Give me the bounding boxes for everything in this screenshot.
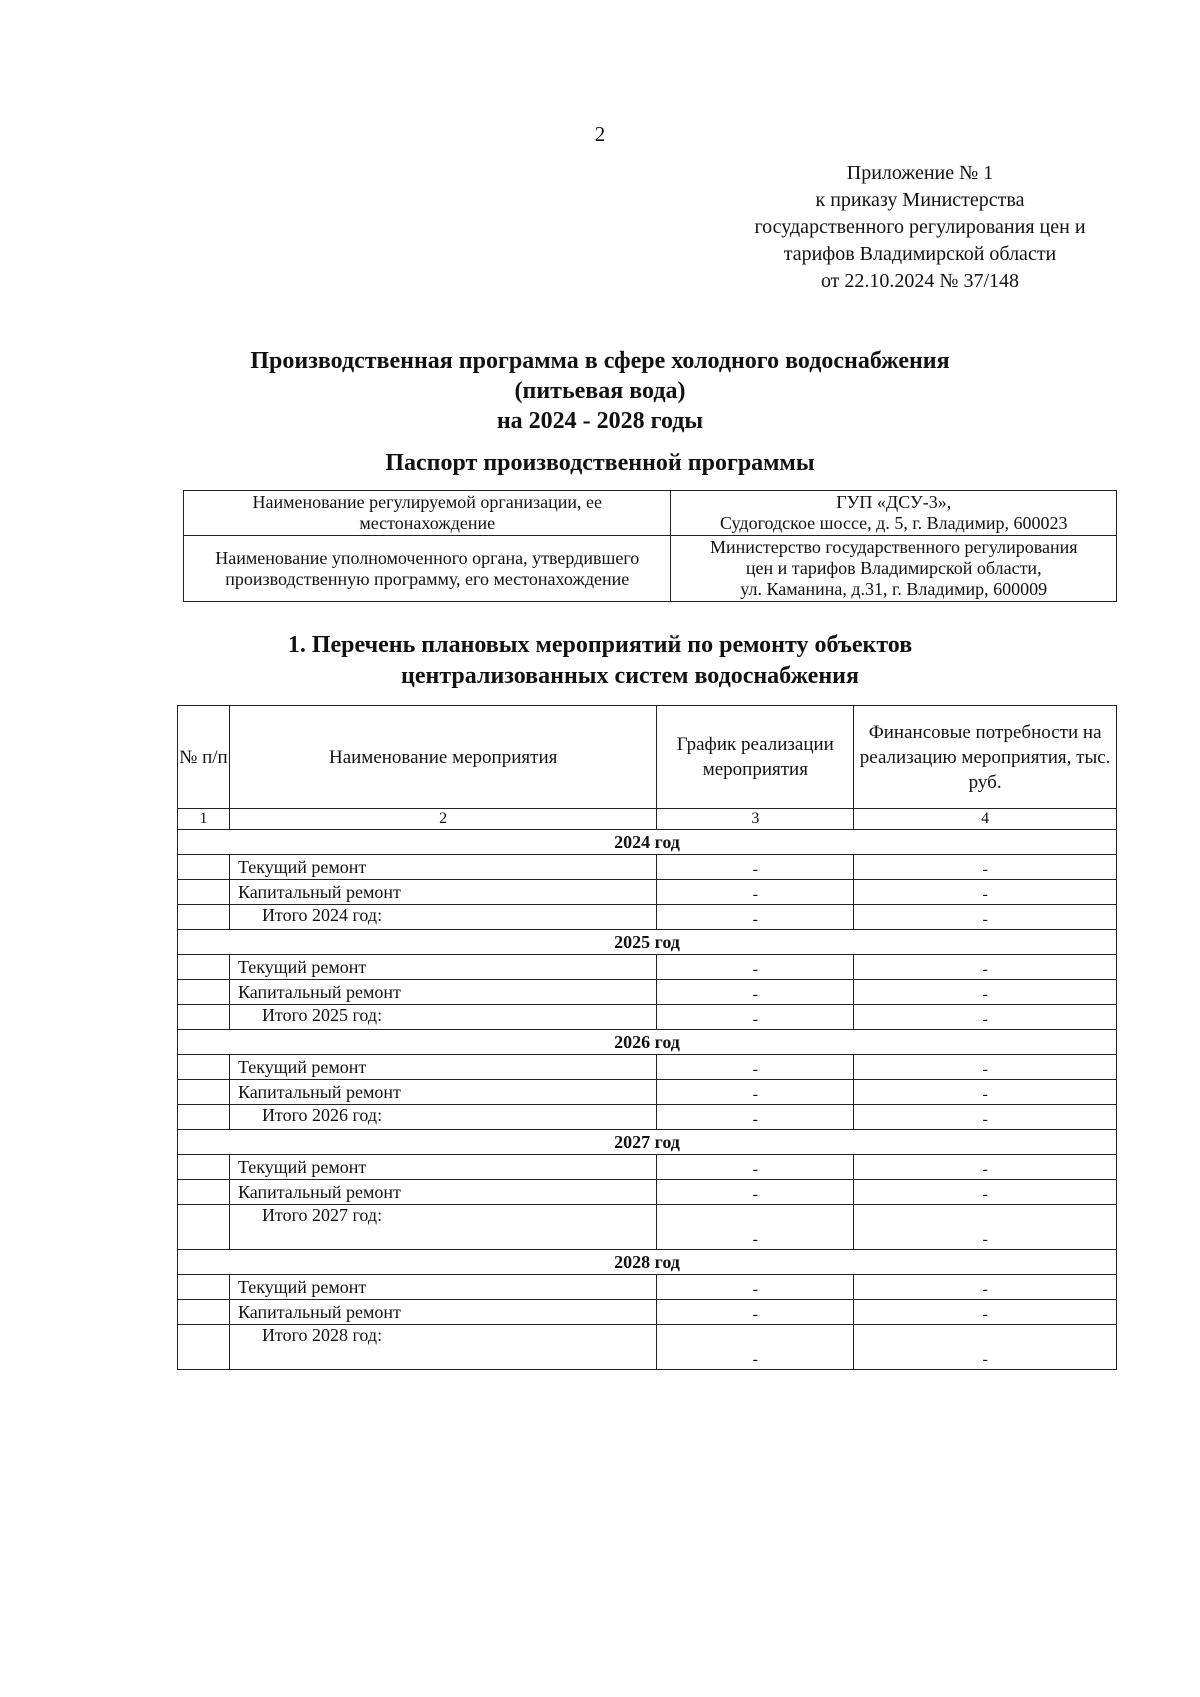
schedule-cell: - xyxy=(657,880,854,905)
row-number-cell xyxy=(178,1300,230,1325)
table-row xyxy=(178,905,1117,930)
measure-name-cell: Итого 2026 год: xyxy=(229,1105,656,1130)
column-number: 2 xyxy=(229,809,656,830)
measure-name-cell: Итого 2025 год: xyxy=(229,1005,656,1030)
section-heading xyxy=(0,630,1200,692)
finance-cell: - xyxy=(854,1105,1117,1130)
row-number-cell xyxy=(178,880,230,905)
measure-name-cell: Итого 2024 год: xyxy=(229,905,656,930)
row-number-cell xyxy=(178,1155,230,1180)
header-cell: График реализации мероприятия xyxy=(657,706,854,809)
finance-cell: - xyxy=(854,1055,1117,1080)
title-line: Производственная программа в сфере холодного водоснабжения xyxy=(250,348,950,374)
row-number-cell xyxy=(178,1205,230,1250)
row-number-cell xyxy=(178,855,230,880)
column-number: 4 xyxy=(854,809,1117,830)
measure-name-cell: Капитальный ремонт xyxy=(229,1180,656,1205)
finance-cell: - xyxy=(854,1205,1117,1250)
section-number: 1. xyxy=(287,632,306,658)
table-row xyxy=(178,1325,1117,1370)
table-row xyxy=(178,1180,1117,1205)
year-label: 2027 год xyxy=(178,1130,1117,1155)
schedule-cell: - xyxy=(657,1105,854,1130)
schedule-cell: - xyxy=(657,1155,854,1180)
passport-value-line: Судогодское шоссе, д. 5, г. Владимир, 600023 xyxy=(719,513,1068,533)
year-row xyxy=(178,1130,1117,1155)
schedule-cell: - xyxy=(657,1205,854,1250)
measures-table xyxy=(177,705,1117,1370)
header-cell: Финансовые потребности на реализацию мероприятия, тыс. руб. xyxy=(854,706,1117,809)
appendix-line: к приказу Министерства xyxy=(815,189,1025,211)
schedule-cell: - xyxy=(657,855,854,880)
measure-name-cell: Текущий ремонт xyxy=(229,1275,656,1300)
finance-cell: - xyxy=(854,980,1117,1005)
measures-table-body xyxy=(178,830,1117,1370)
table-row xyxy=(178,1155,1117,1180)
finance-cell: - xyxy=(854,1275,1117,1300)
measure-name-cell: Текущий ремонт xyxy=(229,955,656,980)
measure-name-cell: Итого 2028 год: xyxy=(229,1325,656,1370)
year-row xyxy=(178,1030,1117,1055)
year-row xyxy=(178,1250,1117,1275)
measure-name-cell: Текущий ремонт xyxy=(229,1155,656,1180)
table-row xyxy=(178,1005,1117,1030)
schedule-cell: - xyxy=(657,980,854,1005)
passport-value xyxy=(671,491,1117,536)
passport-label: Наименование уполномоченного органа, утвердившего производственную программу, его местонахождение xyxy=(184,536,671,602)
table-row xyxy=(178,880,1117,905)
table-row xyxy=(178,1055,1117,1080)
page-number: 2 xyxy=(594,122,606,146)
table-row xyxy=(178,855,1117,880)
schedule-cell: - xyxy=(657,1005,854,1030)
measure-name-cell: Капитальный ремонт xyxy=(229,880,656,905)
finance-cell: - xyxy=(854,1080,1117,1105)
table-header-row xyxy=(178,706,1117,809)
schedule-cell: - xyxy=(657,1055,854,1080)
passport-table xyxy=(183,490,1117,602)
row-number-cell xyxy=(178,1180,230,1205)
year-row xyxy=(178,830,1117,855)
section-title-line: централизованных систем водоснабжения xyxy=(401,663,859,689)
passport-row xyxy=(184,491,1117,536)
column-number: 3 xyxy=(657,809,854,830)
measure-name-cell: Текущий ремонт xyxy=(229,1055,656,1080)
row-number-cell xyxy=(178,1105,230,1130)
table-row xyxy=(178,1300,1117,1325)
passport-value-line: ГУП «ДСУ-3», xyxy=(836,492,952,512)
column-number: 1 xyxy=(178,809,230,830)
table-row xyxy=(178,955,1117,980)
row-number-cell xyxy=(178,1325,230,1370)
passport-heading: Паспорт производственной программы xyxy=(385,450,815,476)
year-label: 2025 год xyxy=(178,930,1117,955)
finance-cell: - xyxy=(854,1005,1117,1030)
schedule-cell: - xyxy=(657,1180,854,1205)
table-row xyxy=(178,1080,1117,1105)
schedule-cell: - xyxy=(657,1300,854,1325)
passport-value-line: ул. Каманина, д.31, г. Владимир, 600009 xyxy=(740,579,1048,599)
appendix-line: тарифов Владимирской области xyxy=(783,243,1057,265)
schedule-cell: - xyxy=(657,905,854,930)
year-label: 2028 год xyxy=(178,1250,1117,1275)
header-cell: Наименование мероприятия xyxy=(229,706,656,809)
row-number-cell xyxy=(178,980,230,1005)
passport-value-line: Министерство государственного регулирования xyxy=(709,537,1078,557)
row-number-cell xyxy=(178,1275,230,1300)
schedule-cell: - xyxy=(657,1080,854,1105)
measure-name-cell: Текущий ремонт xyxy=(229,855,656,880)
finance-cell: - xyxy=(854,1300,1117,1325)
passport-row xyxy=(184,536,1117,602)
measure-name-cell: Итого 2027 год: xyxy=(229,1205,656,1250)
year-label: 2024 год xyxy=(178,830,1117,855)
appendix-line: от 22.10.2024 № 37/148 xyxy=(820,270,1020,292)
table-row xyxy=(178,1275,1117,1300)
appendix-block xyxy=(700,160,1140,295)
year-row xyxy=(178,930,1117,955)
title-line: (питьевая вода) xyxy=(514,378,686,404)
table-row xyxy=(178,1105,1117,1130)
row-number-cell xyxy=(178,1080,230,1105)
passport-value xyxy=(671,536,1117,602)
finance-cell: - xyxy=(854,1155,1117,1180)
finance-cell: - xyxy=(854,1180,1117,1205)
row-number-cell xyxy=(178,1055,230,1080)
table-row xyxy=(178,1205,1117,1250)
finance-cell: - xyxy=(854,880,1117,905)
row-number-cell xyxy=(178,1005,230,1030)
finance-cell: - xyxy=(854,1325,1117,1370)
schedule-cell: - xyxy=(657,955,854,980)
measure-name-cell: Капитальный ремонт xyxy=(229,1300,656,1325)
finance-cell: - xyxy=(854,905,1117,930)
schedule-cell: - xyxy=(657,1325,854,1370)
header-cell: № п/п xyxy=(178,706,230,809)
passport-label: Наименование регулируемой организации, ее местонахождение xyxy=(184,491,671,536)
column-number-row xyxy=(178,809,1117,830)
appendix-line: государственного регулирования цен и xyxy=(754,216,1086,238)
section-title-line: Перечень плановых мероприятий по ремонту объектов xyxy=(311,632,913,658)
title-line: на 2024 - 2028 годы xyxy=(496,408,704,434)
row-number-cell xyxy=(178,955,230,980)
row-number-cell xyxy=(178,905,230,930)
year-label: 2026 год xyxy=(178,1030,1117,1055)
table-row xyxy=(178,980,1117,1005)
finance-cell: - xyxy=(854,955,1117,980)
document-title xyxy=(0,346,1200,436)
schedule-cell: - xyxy=(657,1275,854,1300)
measure-name-cell: Капитальный ремонт xyxy=(229,980,656,1005)
finance-cell: - xyxy=(854,855,1117,880)
passport-value-line: цен и тарифов Владимирской области, xyxy=(745,558,1042,578)
appendix-line: Приложение № 1 xyxy=(846,162,994,184)
measure-name-cell: Капитальный ремонт xyxy=(229,1080,656,1105)
